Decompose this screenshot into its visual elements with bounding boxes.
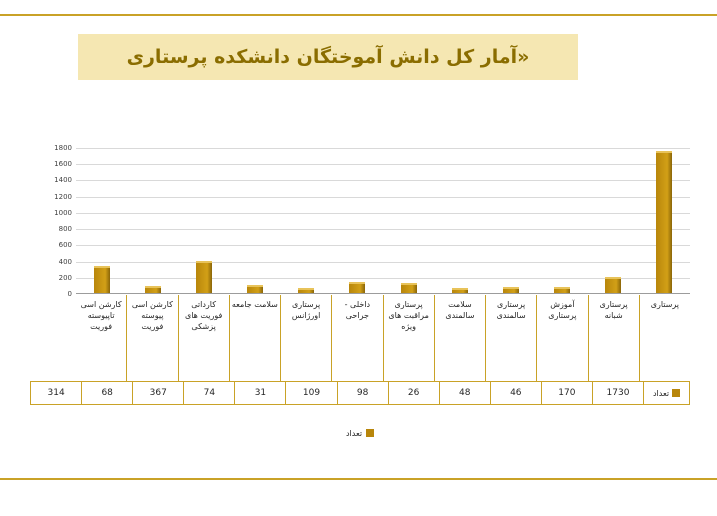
y-axis-tick: 1400 [54,176,72,185]
legend-color-swatch [366,429,374,437]
category-label: پرستاری سالمندی [496,300,526,320]
category-label: کارشن اسی تاپیوسته فوریت [80,300,122,331]
bar [298,288,314,293]
y-axis-tick: 600 [58,241,72,250]
category-label: پرستاری [650,300,680,309]
y-axis-tick: 0 [67,290,72,298]
category-label-cell [485,295,536,381]
bar-cell [332,148,383,293]
bottom-divider [0,478,717,480]
category-label: سلامت جامعه [231,300,278,309]
bar-cell [588,148,639,293]
bar-cell [639,148,690,293]
category-label-cell [536,295,587,381]
bar-cell [383,148,434,293]
bar-cell [485,148,536,293]
bar [247,285,263,293]
category-label-cell [639,295,690,381]
value-cell: 68 [81,382,132,404]
plot-area [76,148,690,294]
category-label-cell [126,295,177,381]
bar [145,286,161,294]
bar-cell [536,148,587,293]
category-label-cell [434,295,485,381]
y-axis-tick: 800 [58,225,72,234]
value-cell: 314 [47,388,65,398]
value-cells [31,382,643,404]
category-label-cell [331,295,382,381]
category-label: داخلی - جراحی [344,300,371,320]
bar [554,287,570,293]
category-label-cell [178,295,229,381]
value-cell: 31 [234,382,285,404]
value-cell: 98 [337,382,388,404]
value-cell: 367 [132,382,183,404]
top-divider [0,14,717,16]
chart-legend [30,426,690,440]
bar-chart [30,144,690,448]
value-cell: 170 [541,382,592,404]
y-axis-tick: 200 [58,273,72,282]
legend-label: تعداد [345,428,363,438]
category-label: پرستاری مراقبت های ویژه [388,300,429,331]
category-label: کارشن اسی پیوسته فوریت [131,300,173,331]
category-label-cell [383,295,434,381]
y-axis [30,144,76,298]
series-color-swatch [672,389,680,397]
title-banner [78,34,578,80]
y-axis-tick: 1000 [54,208,72,217]
bar [452,288,468,293]
category-label: سلامت سالمندی [445,300,475,320]
bar-cell [281,148,332,293]
y-axis-tick: 1200 [54,192,72,201]
bar [503,287,519,293]
bar [94,266,110,293]
y-axis-tick: 1800 [54,144,72,152]
category-label-cell [280,295,331,381]
bar-cell [76,148,127,293]
value-cell: 26 [388,382,439,404]
category-label-cell [76,295,126,381]
bar-cell [127,148,178,293]
bar [401,283,417,293]
series-header-label: تعداد [652,388,670,398]
category-label: آموزش پرستاری [548,300,577,320]
value-cell: 74 [183,382,234,404]
bar-cell [178,148,229,293]
y-axis-tick: 1600 [54,160,72,169]
data-table-row [30,381,690,405]
value-cell: 48 [439,382,490,404]
bar [605,277,621,293]
category-label: کارداتی فوریت های پزشکی [184,300,223,331]
y-axis-tick: 400 [58,257,72,266]
bar [656,151,672,293]
bar-cell [229,148,280,293]
x-axis-line [76,293,690,294]
value-cell: 109 [285,382,336,404]
page-title: «آمار کل دانش آموختگان دانشکده پرستاری [126,46,530,68]
bar-cell [434,148,485,293]
value-cell: 1730 [592,382,643,404]
category-label-cell [229,295,280,381]
category-label: پرستاری اورژانس [291,300,321,320]
category-labels [76,295,690,382]
series-header [643,382,689,404]
bar-series [76,148,690,293]
value-cell: 46 [490,382,541,404]
category-label-cell [588,295,639,381]
bar [196,261,212,293]
category-label: پرستاری شبانه [599,300,628,320]
bar [349,282,365,293]
